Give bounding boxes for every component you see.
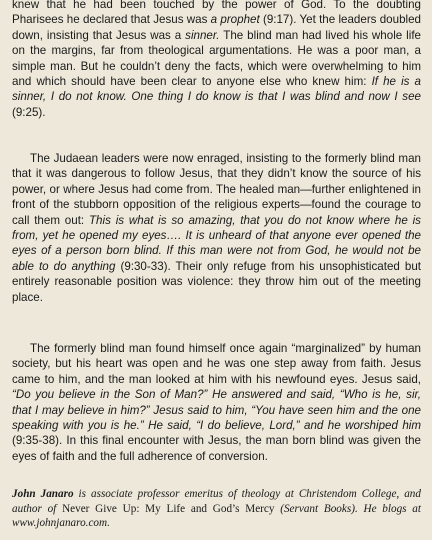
p3-text-c: (9:35-38). In this final encounter with Jesus, the man born blind was given the eyes of faith and the full adherence of conversion.: [12, 434, 421, 463]
author-bio: [12, 487, 421, 531]
p3-quote: “Do you believe in the Son of Man?” He answered and said, “Who is he, sir, that I may believe in him?” Jesus said to him, “You have seen him and the one speaking with you is he.” He said, “I do believe, Lord,” and he worshiped him: [12, 388, 421, 433]
p2-text-c: (9:30-33). Their only refuge from his unsophisticated but entirely reasonable position was violence: they throw him out of the meeting place.: [12, 259, 421, 304]
p1-text-e: The blind man had lived his whole life on the margins, far from theological argumentations. He was a poor man, a simple man. But he couldn’t deny the facts, which were overwhelming to him and which should have been clear to anyone else who knew him:: [12, 28, 421, 89]
p1-emphasis-sinner: sinner.: [185, 28, 220, 42]
p2-quote: This is what is so amazing, that you do not know where he is from, yet he opened my eyes…. It is unheard of that anyone ever opened the eyes of a person born blind. If this man were not from God, he would not be able to do anything: [12, 213, 421, 273]
author-name: John Janaro: [12, 488, 74, 500]
paragraph-3: [12, 341, 421, 464]
bio-text-a: is associate professor emeritus of theology at Christendom College, and author of: [12, 488, 421, 515]
paragraph-2: [12, 151, 421, 305]
book-title: Never Give Up: My Life and God’s Mercy: [62, 502, 275, 515]
bio-text-b: (Servant Books). He blogs at www.johnjanaro.com.: [12, 502, 421, 530]
p1-quote: If he is a sinner, I do not know. One thing I do know is that I was blind and now I see: [12, 75, 422, 104]
p1-text-c: (9:17). Yet the leaders doubled down, insisting that Jesus was a: [12, 13, 421, 42]
p2-text-a: The Judaean leaders were now enraged, insisting to the formerly blind man that it was dangerous to follow Jesus, that they didn’t know the source of his power, or where Jesus had come from. The healed man—further enlightened in front of the stubborn opposition of the religious experts—found the courage to call them out:: [12, 152, 421, 227]
p1-citation: (9:25).: [12, 105, 46, 119]
p3-text-a: The formerly blind man found himself once again “marginalized” by human society, but his heart was open and he was one step away from faith. Jesus came to him, and the man looked at him with his newfound eyes. Jesus said,: [12, 342, 421, 386]
paragraph-1: [12, 0, 421, 120]
p1-emphasis-prophet: a prophet: [210, 13, 260, 27]
p1-text-a: knew that he had been touched by the power of God. To the doubting Pharisees he declared that Jesus was: [12, 0, 421, 27]
